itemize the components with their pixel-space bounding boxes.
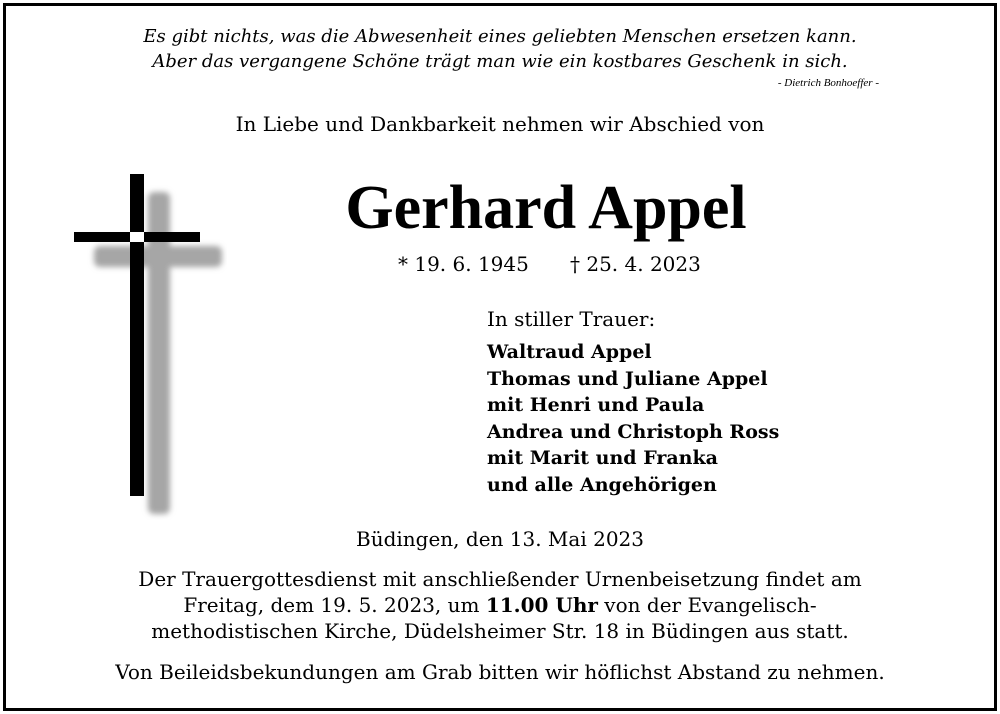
- deceased-name: Gerhard Appel: [345, 174, 747, 242]
- death-date: † 25. 4. 2023: [570, 252, 701, 276]
- service-date-text: Freitag, dem 19. 5. 2023, um: [183, 593, 486, 617]
- service-location-start: von der Evangelisch-: [597, 593, 817, 617]
- mourner-name: mit Henri und Paula: [487, 394, 705, 416]
- quote-author: - Dietrich Bonhoeffer -: [777, 77, 879, 89]
- mourner-name: mit Marit und Franka: [487, 447, 718, 469]
- intro-text: In Liebe und Dankbarkeit nehmen wir Abschied von: [235, 112, 765, 136]
- mourner-name: Andrea und Christoph Ross: [487, 420, 780, 443]
- service-info: [0, 566, 1000, 644]
- service-time: 11.00 Uhr: [485, 593, 598, 617]
- quote-line-2: Aber das vergangene Schöne trägt man wie ein kostbares Geschenk in sich.: [152, 51, 848, 72]
- service-line-1: Der Trauergottesdienst mit anschließender Urnenbeisetzung findet am: [138, 567, 862, 591]
- condolence-request: Von Beileidsbekundungen am Grab bitten wir höflichst Abstand zu nehmen.: [115, 660, 885, 684]
- quote-line-1: Es gibt nichts, was die Abwesenheit eines geliebten Menschen ersetzen kann.: [143, 26, 857, 47]
- mourners-list: [487, 339, 779, 498]
- mourner-name: Thomas und Juliane Appel: [487, 367, 768, 390]
- mourner-name: und alle Angehörigen: [487, 473, 717, 496]
- place-date: Büdingen, den 13. Mai 2023: [356, 527, 644, 551]
- cross-icon: [62, 170, 227, 520]
- service-line-3: methodistischen Kirche, Düdelsheimer Str. 18 in Büdingen aus statt.: [151, 619, 849, 643]
- service-line-2: [0, 592, 1000, 618]
- birth-date: * 19. 6. 1945: [398, 252, 529, 276]
- mourning-label: In stiller Trauer:: [487, 307, 656, 331]
- mourner-name: Waltraud Appel: [487, 341, 652, 363]
